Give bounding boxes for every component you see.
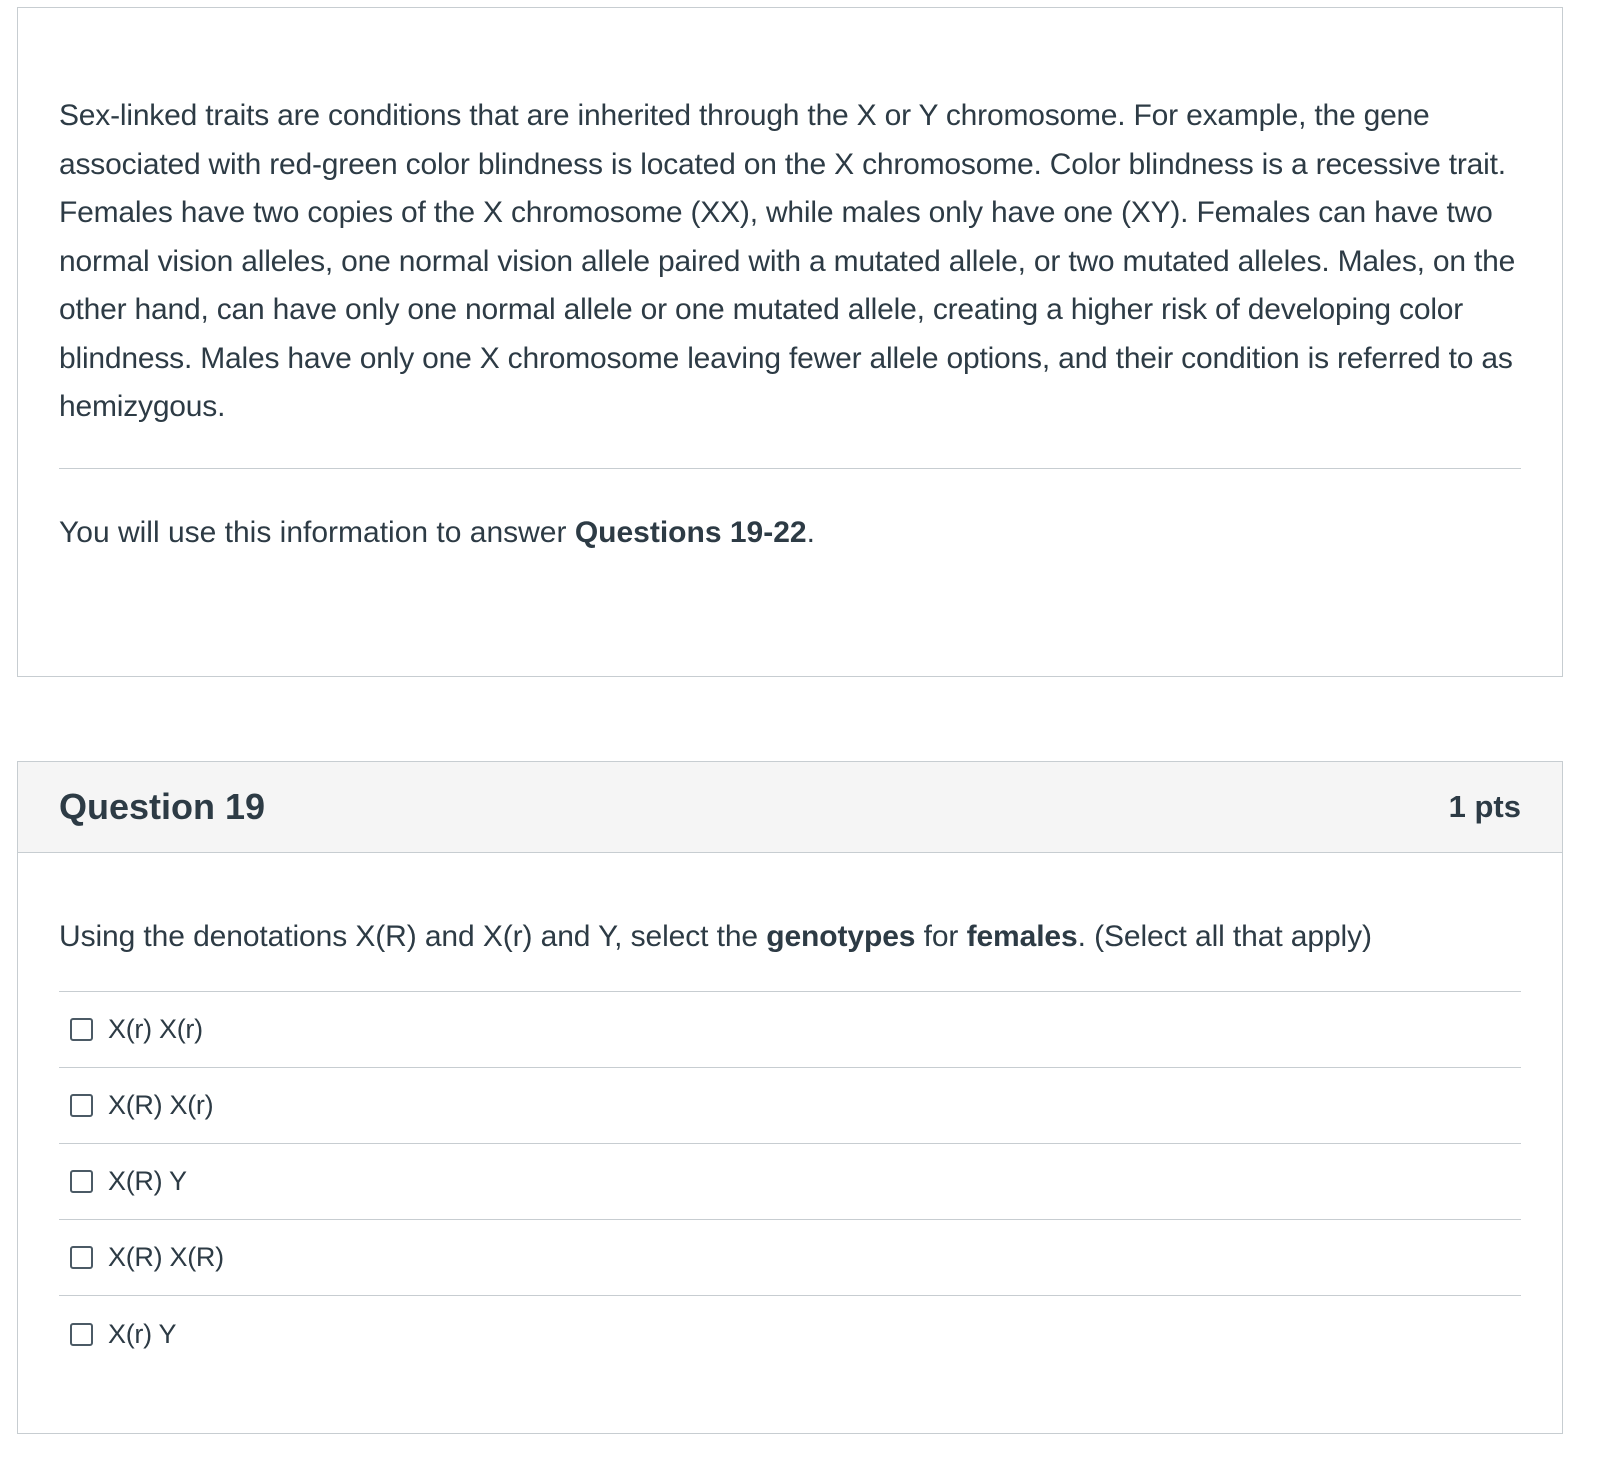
question-text-part3: . (Select all that apply) <box>1077 920 1372 953</box>
question-body <box>18 853 1562 1372</box>
info-divider <box>59 468 1521 469</box>
answer-checkbox[interactable] <box>70 1246 93 1269</box>
question-text-bold-genotypes: genotypes <box>766 920 916 953</box>
question-points: 1 pts <box>1448 789 1521 824</box>
answer-label: X(R) Y <box>108 1166 187 1196</box>
answer-list <box>59 991 1521 1372</box>
info-card <box>17 7 1563 677</box>
answer-option[interactable] <box>59 1220 1521 1296</box>
question-card <box>17 761 1563 1434</box>
answer-option[interactable] <box>59 1144 1521 1220</box>
question-title: Question 19 <box>59 786 266 827</box>
usage-questions-range: Questions 19-22 <box>574 515 807 549</box>
usage-suffix: . <box>806 515 815 549</box>
answer-checkbox[interactable] <box>70 1170 93 1193</box>
answer-checkbox[interactable] <box>70 1094 93 1117</box>
question-text-bold-females: females <box>966 920 1078 953</box>
answer-label: X(r) Y <box>108 1318 177 1349</box>
answer-label: X(r) X(r) <box>108 1014 203 1044</box>
answer-checkbox[interactable] <box>70 1323 93 1346</box>
question-header <box>18 762 1562 853</box>
info-usage-line <box>59 513 1521 553</box>
answer-option[interactable] <box>59 1296 1521 1372</box>
info-body <box>18 8 1562 553</box>
info-paragraph: Sex-linked traits are conditions that are inherited through the X or Y chromosome. For example, the gene associated with red-green color blindness is located on the X chromosome. Color blindness is a recessive trait. Females have two copies of the X chromosome (XX), while males only have one (XY). Females can have two normal vision alleles, one normal vision allele paired with a mutated allele, or two mutated alleles. Males, on the other hand, can have only one normal allele or one mutated allele, creating a higher risk of developing color blindness. Males have only one X chromosome leaving fewer allele options, and their condition is referred to as hemizygous. <box>59 99 1516 423</box>
question-text <box>59 917 1521 957</box>
usage-prefix: You will use this information to answer <box>59 515 575 549</box>
question-text-part2: for <box>915 920 967 953</box>
answer-option[interactable] <box>59 1068 1521 1144</box>
answer-label: X(R) X(R) <box>108 1242 224 1272</box>
answer-checkbox[interactable] <box>70 1018 93 1041</box>
answer-label: X(R) X(r) <box>108 1090 214 1120</box>
question-text-part1: Using the denotations X(R) and X(r) and Y, select the <box>59 920 767 953</box>
answer-option[interactable] <box>59 992 1521 1068</box>
